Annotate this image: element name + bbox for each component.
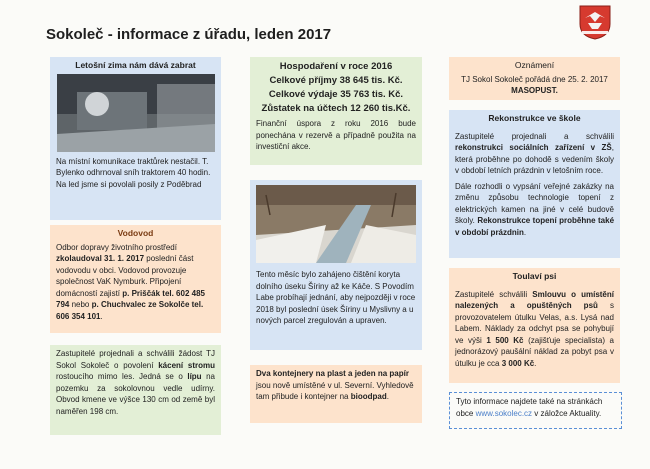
water-text-4: . <box>100 311 103 321</box>
dogs-contract: Smlouvu o umístění nalezených a opuštěných psů <box>455 289 614 310</box>
tree-species: lípu <box>187 372 202 381</box>
dogs-catch-fee: 1 500 Kč <box>486 335 524 345</box>
water-contact-2: p. Chuchvalec ze Sokolče tel. 606 354 101 <box>56 300 204 321</box>
budget-balance: Zůstatek na účtech 12 260 tis.Kč. <box>261 103 411 114</box>
school-text-4: . <box>523 227 527 237</box>
announcement-event: MASOPUST. <box>511 86 558 95</box>
announcement-text: TJ Sokol Sokoleč pořádá dne 25. 2. 2017 <box>461 74 608 84</box>
school-reconstruction: rekonstrukci sociálních zařízení v ZŠ <box>455 143 612 152</box>
dogs-text-2: s provozovatelem útulku Velas, a.s. Lysá nad Labem. Náklady za odchyt psa se pohybují ve výši <box>455 301 614 345</box>
river-box <box>250 180 422 350</box>
footer-text-1: Tyto informace najdete také na stránkách obce <box>456 397 603 418</box>
water-text-3: nebo <box>69 300 92 309</box>
school-heading: Rekonstrukce ve škole <box>488 113 581 123</box>
water-box <box>50 225 221 333</box>
school-box <box>449 110 620 258</box>
containers-box <box>250 365 422 423</box>
winter-heading: Letošní zima nám dává zabrat <box>75 60 196 70</box>
containers-heading: Dva kontejnery na plast a jeden na papír <box>256 369 409 378</box>
dogs-text-3: (zajišťuje specialista) a jednorázový paušální náklad za pobyt psa v útulku je cca <box>455 335 615 368</box>
budget-heading: Hospodaření v roce 2016 <box>279 61 393 72</box>
municipal-crest-icon <box>578 4 612 40</box>
water-date: zkolaudoval 31. 1. 2017 <box>56 254 145 263</box>
winter-text: Na místní komunikace traktůrek nestačil. T. Bylenko odhrnoval sníh traktorem 40 hodin. Na led jsme si povolali posily z Poděbrad <box>56 156 211 189</box>
dogs-box <box>449 268 620 383</box>
tree-text-3: na pozemku za sokolovnou vedle udírny. Obvod kmene ve výšce 130 cm od země byl naměřen 198 cm. <box>56 372 216 416</box>
footer-box <box>452 395 618 425</box>
budget-income: Celkové příjmy 38 645 tis. Kč. <box>269 75 403 86</box>
winter-box <box>50 57 221 220</box>
tree-cutting: kácení stromu <box>158 360 215 370</box>
dogs-heading: Toulaví psi <box>512 271 557 281</box>
budget-expenses: Celkové výdaje 35 763 tis. Kč. <box>268 89 404 100</box>
river-text: Tento měsíc bylo zahájeno čištění koryta dolního úseku Šíriny až ke Káče. S Povodím Labe probíhají jednání, aby nejpozději v roce 2018 byl poslední úsek Šíriny u Myslivny a u nových parcel zregulován a upraven. <box>256 270 416 325</box>
containers-text-1: jsou nově umístěné v ul. Severní. Vyhledově tam přibude i kontejner na <box>256 380 414 401</box>
containers-text-2: . <box>386 392 389 401</box>
dogs-stay-fee: 3 000 Kč <box>501 358 535 368</box>
school-text-2: , která proběhne po dohodě s vedením školy v období letních prázdnin v letošním roce. <box>455 143 614 175</box>
river-photo <box>256 185 416 263</box>
water-text-2: poslední část vodovodu v obci. Vodovod provozuje společnost VaK Nymburk. Připojení domácností zajistí <box>56 254 194 298</box>
dogs-text-4: . <box>534 358 537 368</box>
website-link[interactable]: www.sokolec.cz <box>475 408 533 418</box>
budget-box <box>250 57 422 165</box>
water-heading: Vodovod <box>117 228 154 238</box>
snow-tractor-photo <box>57 74 215 152</box>
tree-box <box>50 345 221 435</box>
page-title: Sokoleč - informace z úřadu, leden 2017 <box>46 26 332 43</box>
water-text-1: Odbor dopravy životního prostředí <box>56 242 177 252</box>
announcement-heading: Oznámení <box>514 60 555 70</box>
tree-text-2: rostoucího mimo les. Jedná se o <box>56 372 188 381</box>
tree-text-1: Zastupitelé projednali a schválili žádost TJ Sokol Sokoleč o povolení <box>56 349 215 370</box>
containers-bio: bioodpad <box>350 392 387 401</box>
footer-text-2: v záložce Aktuality. <box>532 408 602 418</box>
school-heating: Rekonstrukce topení proběhne také v období prázdnin <box>455 216 615 237</box>
water-contact-1: p. Priščák tel. 602 485 794 <box>56 288 205 309</box>
announcement-box <box>449 57 620 100</box>
school-text-1: Zastupitelé projednali a schválili <box>455 131 614 141</box>
school-text-3: Dále rozhodli o vypsání veřejné zakázky na změnu způsobu technologie topení z elektrických kamen na jiné v celé budově školy. <box>455 181 614 225</box>
budget-text: Finanční úspora z roku 2016 bude ponechána v rezervě a případně použita na investiční akce. <box>256 119 416 151</box>
dogs-text-1: Zastupitelé schválili <box>455 289 533 299</box>
